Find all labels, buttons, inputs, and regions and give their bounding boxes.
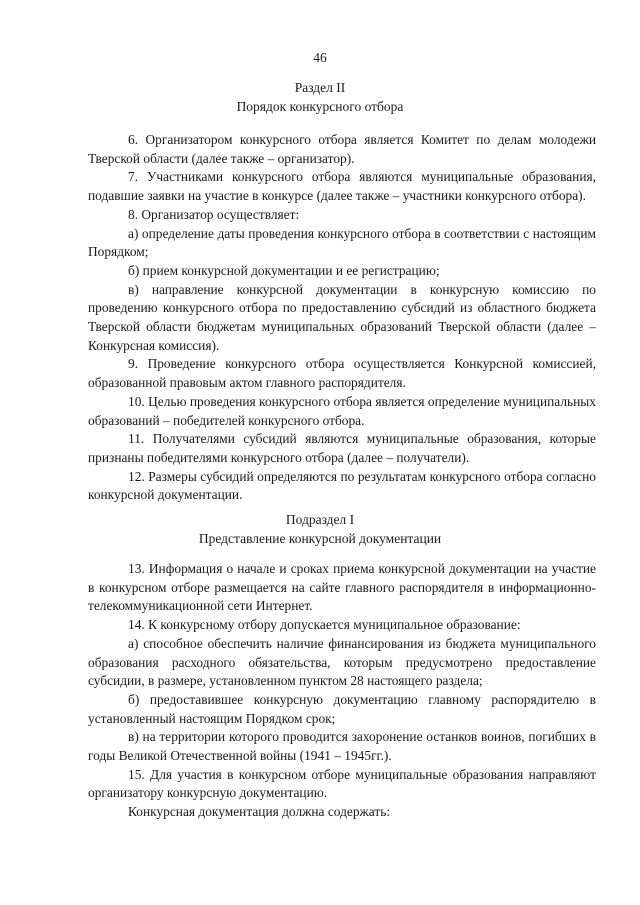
- paragraph: 7. Участниками конкурсного отбора являются муниципальные образования, подавшие заявки на участие в конкурсе (далее также – участники конкурсного отбора).: [88, 169, 596, 204]
- paragraph: б) прием конкурсной документации и ее регистрацию;: [128, 262, 440, 278]
- paragraph: 11. Получателями субсидий являются муниципальные образования, которые признаны победителями конкурсного отбора (далее – получатели).: [88, 431, 596, 465]
- paragraph: а) определение даты проведения конкурсного отбора в соответствии с настоящим Порядком;: [88, 225, 596, 260]
- paragraph: 12. Размеры субсидий определяются по результатам конкурсного отбора согласно конкурсной документации.: [88, 468, 596, 503]
- section-heading: [0, 78, 640, 116]
- paragraph: 8. Организатор осуществляет:: [128, 206, 300, 222]
- page-number: 46: [313, 50, 327, 65]
- paragraph: в) на территории которого проводится захоронение останков воинов, погибших в годы Великой Отечественной войны (1941 – 1945гг.).: [88, 729, 596, 764]
- paragraph: в) направление конкурсной документации в конкурсную комиссию по проведению конкурсного отбора по предоставлению субсидий из областного бюджета Тверской области бюджетам муниципальных образований Тверской области (далее – Конкурсная комиссия).: [88, 281, 596, 353]
- paragraph: 13. Информация о начале и сроках приема конкурсной документации на участие в конкурсном отборе размещается на сайте главного распорядителя в информационно-телекоммуникационной сети Интернет.: [88, 561, 596, 614]
- paragraph: 14. К конкурсному отбору допускается муниципальное образование:: [128, 617, 521, 633]
- subsection-heading: [0, 510, 640, 548]
- section-title: Раздел II: [294, 80, 346, 95]
- subsection-body: [88, 560, 596, 822]
- paragraph: 10. Целью проведения конкурсного отбора является определение муниципальных образований – победителей конкурсного отбора.: [88, 393, 596, 428]
- section-body: [88, 131, 596, 505]
- section-subtitle: Порядок конкурсного отбора: [236, 99, 404, 114]
- paragraph: б) предоставившее конкурсную документацию главному распорядителю в установленный настоящим Порядком срок;: [88, 691, 596, 726]
- paragraph: а) способное обеспечить наличие финансирования из бюджета муниципального образования расходного обязательства, которым предусмотрено предоставление субсидии, в размере, установленном пунктом 28 настоящего раздела;: [88, 635, 596, 689]
- paragraph: 9. Проведение конкурсного отбора осуществляется Конкурсной комиссией, образованной правовым актом главного распорядителя.: [88, 356, 596, 391]
- subsection-title: Подраздел I: [285, 512, 355, 527]
- paragraph: 6. Организатором конкурсного отбора является Комитет по делам молодежи Тверской области (далее также – организатор).: [88, 132, 596, 166]
- subsection-subtitle: Представление конкурсной документации: [198, 531, 442, 546]
- paragraph: Конкурсная документация должна содержать:: [128, 804, 391, 820]
- paragraph: 15. Для участия в конкурсном отборе муниципальные образования направляют организатору конкурсную документацию.: [88, 766, 596, 801]
